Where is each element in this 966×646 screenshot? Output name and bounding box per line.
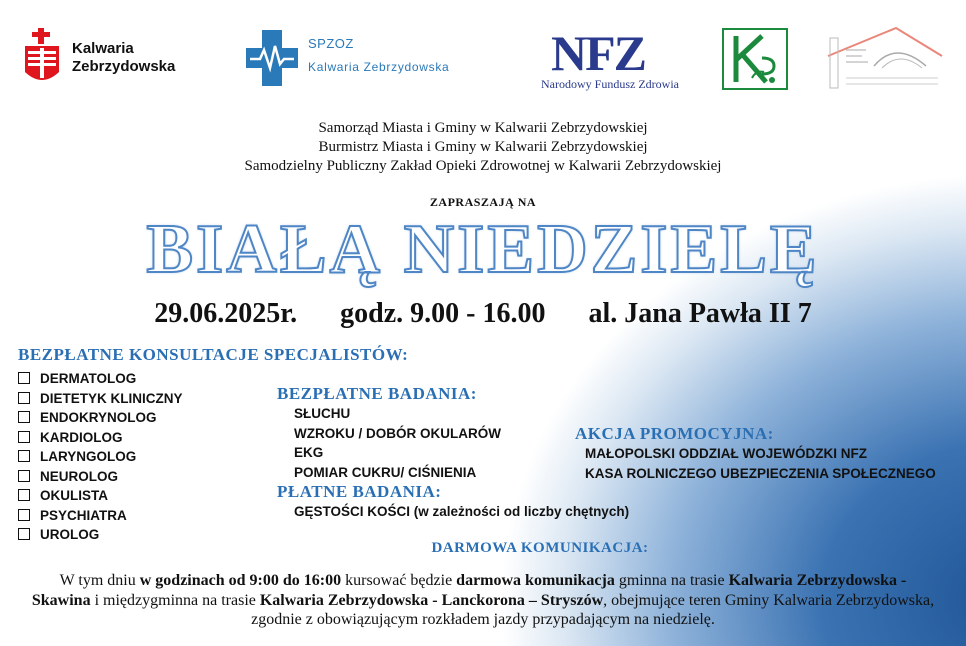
promo-section [575, 424, 936, 483]
kalwaria-logo-line1: Kalwaria [72, 40, 134, 57]
event-title: BIAŁĄ NIEDZIELĘ [146, 211, 820, 288]
list-item: OKULISTA [18, 486, 408, 506]
list-item: DERMATOLOG [18, 369, 408, 389]
list-item: UROLOG [18, 525, 408, 545]
kalwaria-coat-of-arms-icon [22, 26, 62, 88]
list-item: DIETETYK KLINICZNY [18, 389, 408, 409]
list-item: POMIAR CUKRU/ CIŚNIENIA [294, 464, 477, 480]
checkbox-icon [18, 431, 30, 443]
event-address: al. Jana Pawła II 7 [588, 298, 812, 329]
list-item: PSYCHIATRA [18, 506, 408, 526]
list-item: LARYNGOLOG [18, 447, 408, 467]
organizer-line: Samodzielny Publiczny Zakład Opieki Zdrowotnej w Kalwarii Zebrzydowskiej [244, 158, 722, 174]
spzoz-logo [244, 28, 509, 88]
list-item: WZROKU / DOBÓR OKULARÓW [294, 425, 501, 441]
transport-section [0, 540, 966, 557]
transport-heading: DARMOWA KOMUNIKACJA: [431, 540, 649, 556]
organizer-line: Samorząd Miasta i Gminy w Kalwarii Zebrzydowskiej [318, 120, 648, 136]
checkbox-icon [18, 489, 30, 501]
consultations-heading: BEZPŁATNE KONSULTACJE SPECJALISTÓW: [18, 345, 409, 364]
promo-heading: AKCJA PROMOCYJNA: [575, 424, 774, 443]
list-item: NEUROLOG [18, 467, 408, 487]
kalwaria-logo-line2: Zebrzydowska [72, 58, 176, 75]
spzoz-logo-line2: Kalwaria Zebrzydowska [308, 60, 450, 74]
checkbox-icon [18, 411, 30, 423]
event-details [0, 298, 966, 330]
invite-text: ZAPRASZAJĄ NA [429, 195, 537, 209]
list-item: MAŁOPOLSKI ODDZIAŁ WOJEWÓDZKI NFZ [585, 446, 867, 461]
checkbox-icon [18, 392, 30, 404]
promo-list [585, 444, 936, 483]
checkbox-icon [18, 470, 30, 482]
organizers [0, 119, 966, 176]
nfz-logo-full: Narodowy Fundusz Zdrowia [541, 77, 679, 91]
organizer-line: Burmistrz Miasta i Gminy w Kalwarii Zebrzydowskiej [318, 139, 648, 155]
list-item: ENDOKRYNOLOG [18, 408, 408, 428]
checkbox-icon [18, 509, 30, 521]
bene-factum-logo [826, 26, 944, 92]
list-item: SŁUCHU [294, 406, 351, 421]
nfz-logo [525, 25, 695, 91]
kalwaria-logo [22, 26, 212, 88]
spzoz-logo-line1: SPZOZ [308, 36, 354, 51]
paid-exams-list [294, 502, 629, 522]
transport-paragraph: W tym dniu w godzinach od 9:00 do 16:00 kursować będzie darmowa komunikacja gminna na trasie Kalwaria Zebrzydowska - Skawina i międzygminna na trasie Kalwaria Zebrzydowska - Lanckorona – Stryszów, obejmujące teren Gminy Kalwaria Zebrzydowska, zgodnie z obowiązującym rozkładem jazdy przypadającym na niedzielę. [31, 572, 935, 628]
free-exams-section [277, 384, 501, 482]
checkbox-icon [18, 450, 30, 462]
paid-exams-heading: PŁATNE BADANIA: [277, 482, 442, 501]
bene-factum-logo-icon [826, 26, 944, 92]
free-exams-heading: BEZPŁATNE BADANIA: [277, 384, 477, 403]
event-date: 29.06.2025r. [154, 298, 298, 329]
list-item: GĘSTOŚCI KOŚCI (w zależności od liczby chętnych) [294, 504, 630, 519]
paid-exams-section [277, 482, 629, 522]
list-item: KARDIOLOG [18, 428, 408, 448]
checkbox-icon [18, 528, 30, 540]
checkbox-icon [18, 372, 30, 384]
krus-logo-icon [722, 28, 788, 90]
medical-cross-icon [244, 28, 300, 88]
list-item: EKG [294, 445, 324, 460]
nfz-logo-short: NFZ [551, 25, 645, 81]
event-time: godz. 9.00 - 16.00 [340, 298, 546, 329]
krus-logo [722, 28, 788, 90]
list-item: KASA ROLNICZEGO UBEZPIECZENIA SPOŁECZNEGO [585, 465, 936, 481]
free-exams-list [294, 404, 501, 482]
